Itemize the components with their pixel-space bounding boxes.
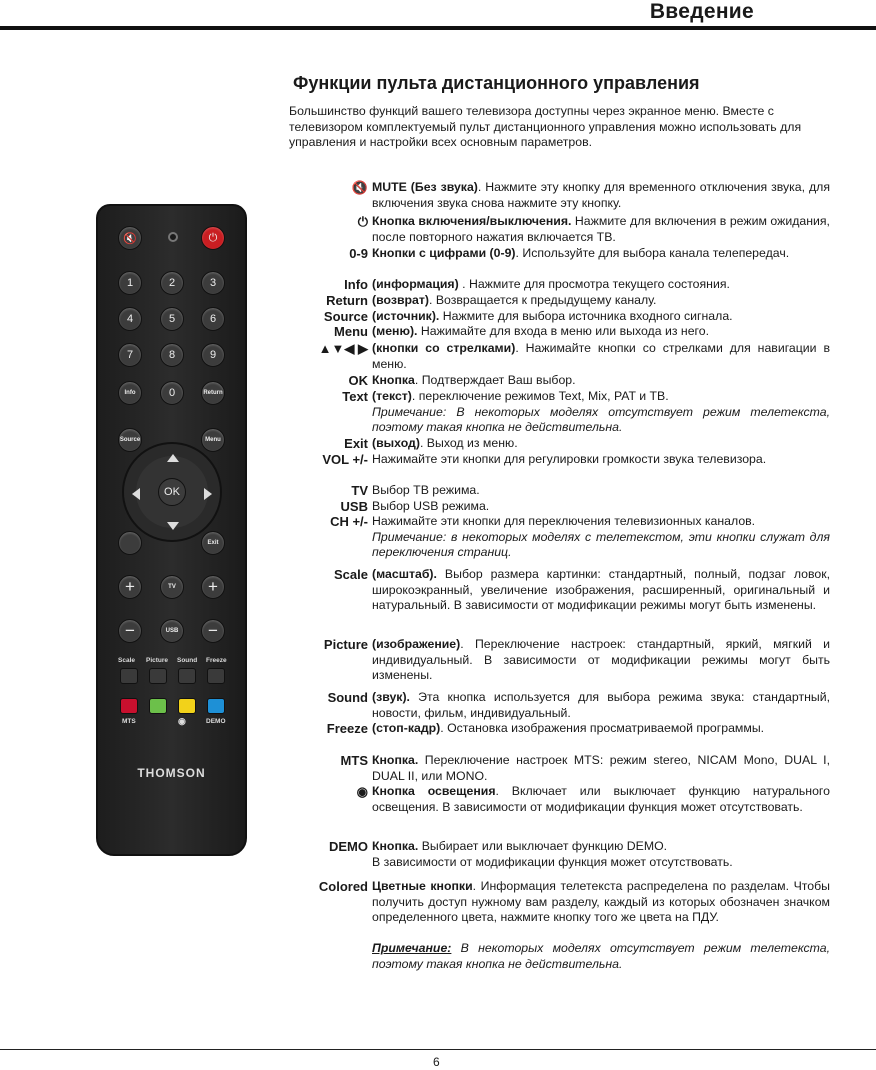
ok-desc: . Подтверждает Ваш выбор.	[414, 373, 576, 387]
digit-6-button: 6	[201, 307, 225, 331]
mute-desc: . Нажмите эту кнопку для временного отключения звука, для включения звука снова нажмите эту кнопку.	[372, 180, 830, 210]
arrow-left-icon	[132, 488, 140, 500]
mts-key: MTS	[340, 753, 368, 768]
freeze-label: Freeze	[206, 657, 227, 664]
power-button	[201, 226, 225, 250]
ok-key: OK	[348, 373, 368, 388]
blank-button	[118, 531, 142, 555]
ch-plus-button: +	[201, 575, 225, 599]
mute-button	[118, 226, 142, 250]
light-desc: . Включает или выключает функцию натурального освещения. В зависимости от модификации функция может отсутствовать.	[372, 784, 830, 814]
digit-1-button: 1	[118, 271, 142, 295]
ok-title: Кнопка	[372, 373, 415, 387]
digits-key: 0-9	[349, 246, 368, 261]
return-title: (возврат)	[372, 293, 429, 307]
text-title: (текст)	[372, 389, 412, 403]
section-title: Функции пульта дистанционного управления	[293, 73, 700, 93]
demo-desc-2: В зависимости от модификации функция может отсутствовать.	[372, 854, 733, 869]
arrow-up-icon	[167, 454, 179, 462]
arrows-title: (кнопки со стрелками)	[372, 341, 516, 355]
vol-plus-button: +	[118, 575, 142, 599]
arrow-right-icon	[204, 488, 212, 500]
sound-button	[178, 668, 196, 684]
exit-button: Exit	[201, 531, 225, 555]
colored-note-label: Примечание:	[372, 941, 452, 955]
light-title: Кнопка освещения	[372, 784, 496, 798]
sound-desc: Эта кнопка используется для выбора режима звука: стандартный, новости, фильм, индивидуальный.	[372, 690, 830, 720]
tv-desc: Выбор ТВ режима.	[372, 483, 480, 497]
source-title: (источник).	[372, 309, 440, 323]
sound-label: Sound	[177, 657, 198, 664]
exit-desc: . Выход из меню.	[419, 436, 518, 450]
vol-minus-button: −	[118, 619, 142, 643]
picture-desc: . Переключение настроек: стандартный, яркий, мягкий и индивидуальный. В зависимости от модификации режимы могут быть изменены.	[372, 637, 830, 682]
usb-desc: Выбор USB режима.	[372, 499, 490, 513]
digit-7-button: 7	[118, 343, 142, 367]
power-title: Кнопка включения/выключения.	[372, 214, 572, 228]
freeze-title: (стоп-кадр)	[372, 721, 441, 735]
mts-label: MTS	[122, 718, 136, 725]
mute-icon: 🔇	[351, 180, 368, 195]
picture-title: (изображение)	[372, 637, 461, 651]
digit-0-button: 0	[160, 381, 184, 405]
info-desc: . Нажмите для просмотра текущего состояния.	[458, 277, 730, 291]
blue-button	[207, 698, 225, 714]
mute-title: MUTE (Без звука)	[372, 180, 478, 194]
demo-key: DEMO	[329, 839, 368, 854]
page-header-title: Введение	[649, 0, 754, 23]
mts-desc: Переключение настроек MTS: режим stereo, NICAM Mono, DUAL I, DUAL II, или MONO.	[372, 753, 830, 783]
menu-desc: Нажимайте для входа в меню или выхода из него.	[417, 324, 710, 338]
picture-key: Picture	[323, 637, 368, 652]
source-button: Source	[118, 428, 142, 452]
picture-button	[149, 668, 167, 684]
text-note: Примечание: В некоторых моделях отсутствует режим телетекста, поэтому такая кнопка не действительна.	[372, 404, 830, 434]
mts-title: Кнопка.	[372, 753, 419, 767]
info-key: Info	[344, 277, 368, 292]
return-desc: . Возвращается к предыдущему каналу.	[428, 293, 657, 307]
text-key: Text	[342, 389, 368, 404]
source-desc: Нажмите для выбора источника входного сигнала.	[439, 309, 733, 323]
tv-key: TV	[351, 483, 368, 498]
arrows-key-icon: ▲▼◀ ▶	[318, 341, 368, 356]
power-icon: ⏻	[357, 214, 368, 229]
return-key: Return	[326, 293, 368, 308]
digit-4-button: 4	[118, 307, 142, 331]
power-desc: Нажмите для включения в режим ожидания, после повторного нажатия включается ТВ.	[372, 214, 830, 244]
demo-title: Кнопка.	[372, 839, 419, 853]
green-button	[149, 698, 167, 714]
usb-key: USB	[340, 499, 368, 514]
menu-button: Menu	[201, 428, 225, 452]
footer-rule	[0, 1049, 876, 1050]
digit-3-button: 3	[201, 271, 225, 295]
freeze-desc: . Остановка изображения просматриваемой программы.	[440, 721, 765, 735]
scale-label: Scale	[118, 657, 135, 664]
menu-key: Menu	[334, 324, 368, 339]
tv-button: TV	[160, 575, 184, 599]
exit-title: (выход)	[372, 436, 420, 450]
yellow-button	[178, 698, 196, 714]
light-sensor-icon: ◉	[178, 716, 186, 726]
digit-9-button: 9	[201, 343, 225, 367]
navigation-pad	[122, 442, 222, 542]
power-icon: ⏻	[208, 231, 218, 244]
colored-desc: . Информация телетекста распределена по разделам. Чтобы получить доступ нужному вам разделу, каждый из которых обозначен значком определенного цвета, нажмите кнопку того же цвета на ПДУ.	[372, 879, 830, 924]
exit-key: Exit	[344, 436, 368, 451]
digit-8-button: 8	[160, 343, 184, 367]
ch-key: CH +/-	[330, 514, 368, 529]
colored-key: Colored	[318, 879, 368, 894]
return-button: Return	[201, 381, 225, 405]
vol-desc: Нажимайте эти кнопки для регулировки громкости звука телевизора.	[372, 452, 767, 466]
menu-title: (меню).	[372, 324, 418, 338]
ir-sensor-dot	[168, 232, 178, 242]
page-number: 6	[433, 1055, 440, 1069]
colored-title: Цветные кнопки	[372, 879, 473, 893]
ok-button: OK	[158, 478, 186, 506]
ch-note: Примечание: в некоторых моделях с телетекстом, эти кнопки служат для переключения страниц.	[372, 529, 830, 559]
scale-title: (масштаб).	[372, 567, 437, 581]
info-title: (информация)	[372, 277, 459, 291]
digits-title: Кнопки с цифрами (0-9)	[372, 246, 516, 260]
demo-desc: Выбирает или выключает функцию DEMO.	[418, 839, 668, 853]
scale-key: Scale	[334, 567, 368, 582]
source-key: Source	[323, 309, 368, 324]
text-desc: . переключение режимов Text, Mix, PAT и TB.	[411, 389, 669, 403]
freeze-button	[207, 668, 225, 684]
digit-5-button: 5	[160, 307, 184, 331]
sound-key: Sound	[327, 690, 368, 705]
vol-key: VOL +/-	[322, 452, 368, 467]
picture-label: Picture	[146, 657, 169, 664]
intro-paragraph: Большинство функций вашего телевизора доступны через экранное меню. Вместе с телевизором комплектуемый пульт дистанционного управления можно использовать для управления и настройки всех основным параметров.	[289, 104, 802, 149]
arrow-down-icon	[167, 522, 179, 530]
colored-note: В некоторых моделях отсутствует режим телетекста, поэтому такая кнопка не действительна.	[372, 941, 830, 971]
mute-icon: 🔇	[123, 232, 137, 245]
freeze-key: Freeze	[326, 721, 368, 736]
arrows-desc: . Нажимайте кнопки со стрелками для навигации в меню.	[372, 341, 831, 371]
brand-logo: THOMSON	[137, 766, 206, 780]
digits-desc: . Используйте для выбора канала телепередач.	[515, 246, 790, 260]
ch-minus-button: −	[201, 619, 225, 643]
header-rule	[0, 26, 876, 30]
remote-control-image	[96, 204, 247, 856]
light-sensor-icon: ◉	[356, 784, 368, 799]
scale-desc: Выбор размера картинки: стандартный, полный, подзаг ловок, широкоэкранный, увеличение изображения, расширенный, оригинальный и натуральный. В зависимости от модификации режимы могут быть изменены.	[372, 567, 830, 612]
usb-button: USB	[160, 619, 184, 643]
ch-desc: Нажимайте эти кнопки для переключения телевизионных каналов.	[372, 514, 756, 528]
digit-2-button: 2	[160, 271, 184, 295]
scale-button	[120, 668, 138, 684]
sound-title: (звук).	[372, 690, 410, 704]
demo-label: DEMO	[206, 718, 226, 725]
red-button	[120, 698, 138, 714]
info-button: Info	[118, 381, 142, 405]
